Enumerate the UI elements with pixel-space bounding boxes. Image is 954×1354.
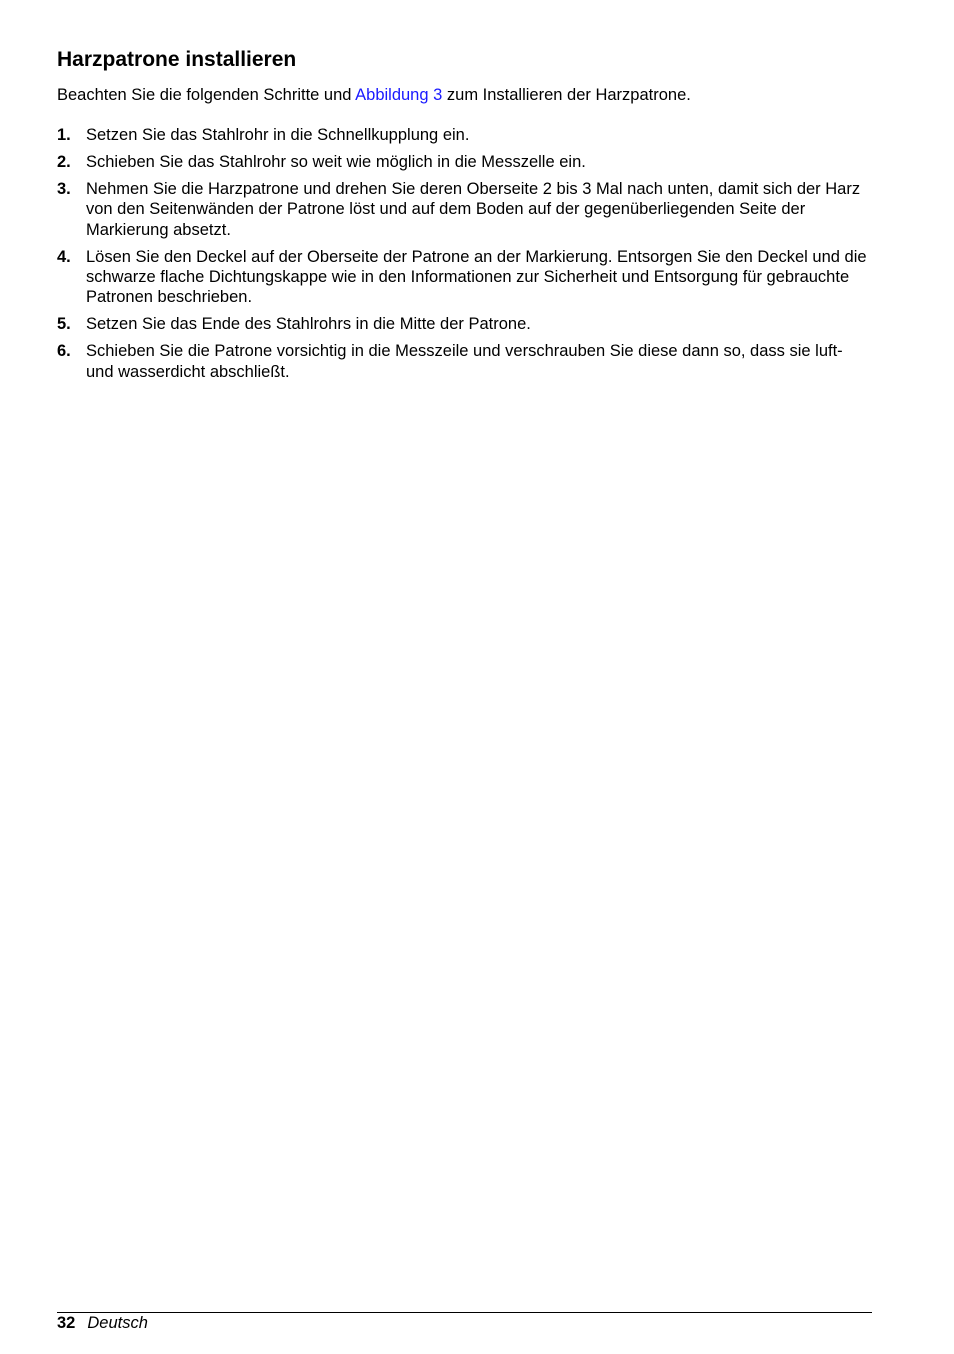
step-item [57,125,872,145]
step-text: Lösen Sie den Deckel auf der Oberseite der Patrone an der Markierung. Entsorgen Sie den Deckel und die schwarze flache Dichtungskappe wie in den Informationen zur Sicherheit und Entsorgung für gebrauchte Patronen beschrieben. [86,247,867,307]
footer-language: Deutsch [87,1314,148,1332]
step-text: Schieben Sie die Patrone vorsichtig in die Messzeile und verschrauben Sie diese dann so, dass sie luft- und wasserdicht abschließt. [86,342,843,381]
steps-list [57,125,872,388]
step-item [57,247,872,308]
step-item [57,152,872,172]
footer-divider [57,1312,872,1313]
step-number: 2. [57,152,71,171]
page-number: 32 [57,1314,76,1332]
step-number: 3. [57,179,71,198]
step-number: 6. [57,342,71,361]
intro-text-before: Beachten Sie die folgenden Schritte und [57,86,356,104]
step-item [57,179,872,240]
step-text: Setzen Sie das Stahlrohr in die Schnellkupplung ein. [86,126,470,144]
step-item [57,314,872,334]
step-text: Schieben Sie das Stahlrohr so weit wie möglich in die Messzelle ein. [86,152,586,171]
step-number: 4. [57,247,71,266]
step-number: 5. [57,315,71,334]
intro-text-after: zum Installieren der Harzpatrone. [442,86,691,104]
page-footer [57,1313,148,1333]
step-item [57,341,872,382]
step-text: Nehmen Sie die Harzpatrone und drehen Sie deren Oberseite 2 bis 3 Mal nach unten, damit sich der Harz von den Seitenwänden der Patrone löst und auf dem Boden auf der gegenüberliegenden Seite der Markierung absetzt. [86,179,861,239]
intro-paragraph [57,85,691,105]
step-text: Setzen Sie das Ende des Stahlrohrs in die Mitte der Patrone. [86,315,531,334]
step-number: 1. [57,126,71,144]
figure-reference-link[interactable]: Abbildung 3 [355,86,443,104]
section-title: Harzpatrone installieren [57,48,297,71]
